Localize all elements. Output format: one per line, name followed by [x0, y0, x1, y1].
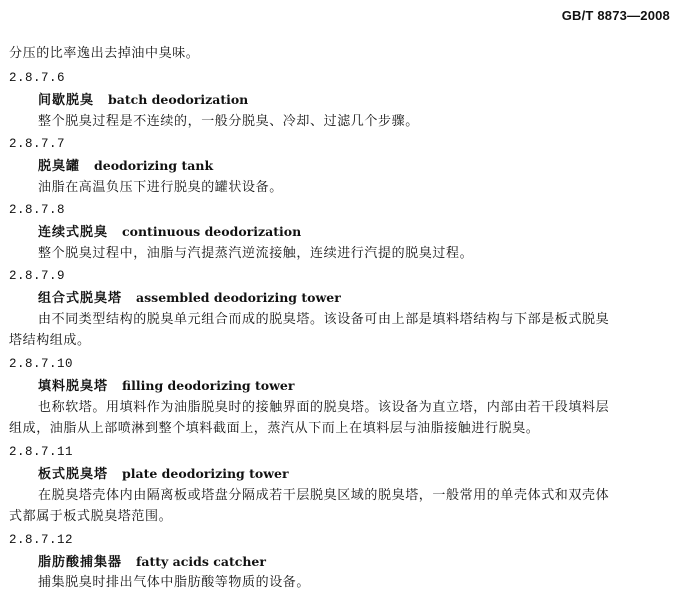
term-heading: [38, 466, 289, 483]
term-english: continuous deodorization: [122, 224, 302, 239]
definition-line: 也称软塔。用填料作为油脂脱臭时的接触界面的脱臭塔。该设备为直立塔，内部由若干段填料层: [38, 400, 610, 415]
term-heading: [38, 378, 294, 395]
intro-line: 分压的比率逸出去掉油中臭味。: [9, 46, 200, 61]
term-english: deodorizing tank: [94, 158, 214, 173]
term-english: assembled deodorizing tower: [136, 290, 341, 305]
clause-number: 2.8.7.12: [9, 533, 74, 547]
term-chinese: 间歇脱臭: [38, 93, 95, 108]
definition-line: 在脱臭塔壳体内由隔离板或塔盘分隔成若干层脱臭区域的脱臭塔，一般常用的单壳体式和双壳体: [38, 488, 610, 503]
definition-line: 由不同类型结构的脱臭单元组合而成的脱臭塔。该设备可由上部是填料塔结构与下部是板式脱臭: [38, 312, 610, 327]
term-english: plate deodorizing tower: [122, 466, 289, 481]
definition-line: 组成，油脂从上部喷淋到整个填料截面上，蒸汽从下而上在填料层与油脂接触进行脱臭。: [9, 421, 540, 436]
term-chinese: 连续式脱臭: [38, 225, 109, 240]
term-english: batch deodorization: [108, 92, 249, 107]
definition-line: 整个脱臭过程是不连续的，一般分脱臭、冷却、过滤几个步骤。: [38, 114, 419, 129]
definition-line: 塔结构组成。: [9, 333, 91, 348]
definition-line: 油脂在高温负压下进行脱臭的罐状设备。: [38, 180, 283, 195]
term-chinese: 组合式脱臭塔: [38, 291, 123, 306]
term-heading: [38, 290, 341, 307]
term-chinese: 脂肪酸捕集器: [38, 555, 123, 570]
clause-number: 2.8.7.8: [9, 203, 66, 217]
term-english: fatty acids catcher: [136, 554, 266, 569]
clause-number: 2.8.7.11: [9, 445, 74, 459]
term-english: filling deodorizing tower: [122, 378, 295, 393]
term-heading: [38, 158, 213, 175]
definition-line: 捕集脱臭时排出气体中脂肪酸等物质的设备。: [38, 575, 311, 590]
clause-number: 2.8.7.7: [9, 137, 66, 151]
clause-number: 2.8.7.9: [9, 269, 66, 283]
term-heading: [38, 554, 266, 571]
term-heading: [38, 224, 301, 241]
clause-number: 2.8.7.10: [9, 357, 74, 371]
definition-line: 整个脱臭过程中，油脂与汽提蒸汽逆流接触，连续进行汽提的脱臭过程。: [38, 246, 474, 261]
term-heading: [38, 92, 248, 109]
term-chinese: 板式脱臭塔: [38, 467, 109, 482]
term-chinese: 填料脱臭塔: [38, 379, 109, 394]
clause-number: 2.8.7.6: [9, 71, 66, 85]
standard-code-header: GB/T 8873—2008: [561, 8, 670, 23]
term-chinese: 脱臭罐: [38, 159, 81, 174]
definition-line: 式都属于板式脱臭塔范围。: [9, 509, 173, 524]
